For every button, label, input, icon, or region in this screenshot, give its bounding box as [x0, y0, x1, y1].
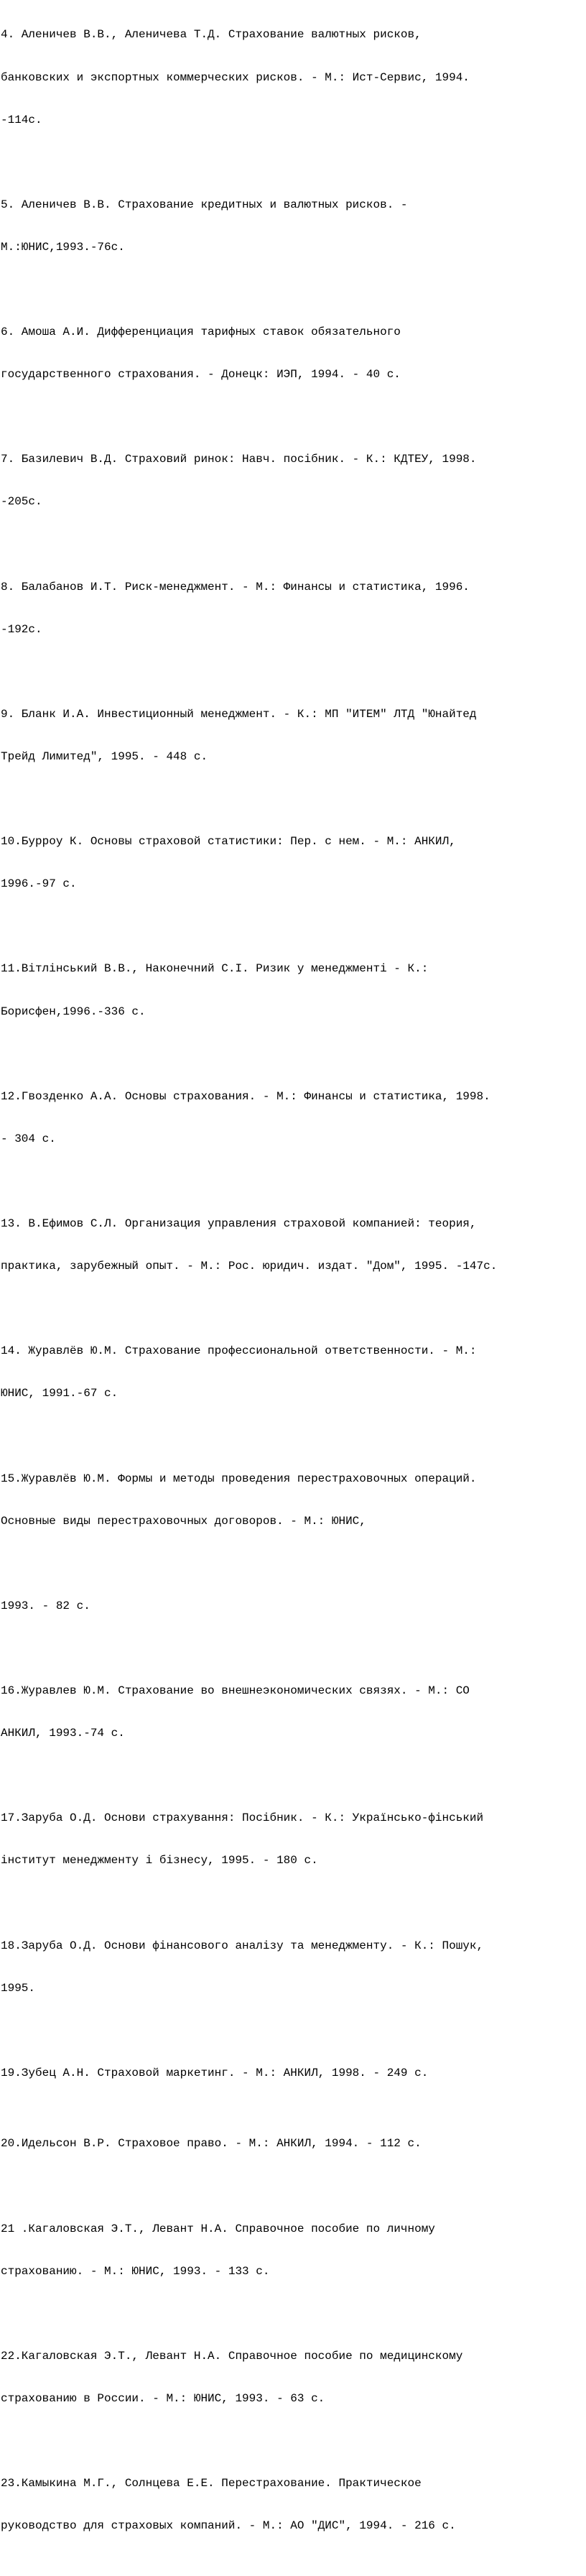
- entry-line: 18.Заруба О.Д. Основи фінансового аналізу та менеджменту. - К.: Пошук,: [1, 1939, 484, 1952]
- entry-line: -114с.: [1, 113, 42, 126]
- entry-line: 16.Журавлев Ю.М. Страхование во внешнеэкономических связях. - М.: СО: [1, 1684, 470, 1698]
- entry-line: 22.Кагаловская Э.Т., Левант Н.А. Справочное пособие по медицинскому: [1, 2349, 463, 2363]
- entry-line: 5. Аленичев В.В. Страхование кредитных и валютных рисков. -: [1, 198, 408, 211]
- entry-line: 20.Идельсон В.Р. Страховое право. - М.: АНКИЛ, 1994. - 112 с.: [1, 2137, 422, 2151]
- entry-line: АНКИЛ, 1993.-74 с.: [1, 1727, 125, 1740]
- entry-line: 15.Журавлёв Ю.М. Формы и методы проведения перестраховочных операций.: [1, 1472, 477, 1485]
- entry-line: практика, зарубежный опыт. - М.: Рос. юридич. издат. "Дом", 1995. -147с.: [1, 1260, 498, 1273]
- entry-line: М.:ЮНИС,1993.-76с.: [1, 240, 125, 254]
- reference-entry-19: [1, 2039, 584, 2110]
- entry-line: банковских и экспортных коммерческих рисков. - М.: Ист-Сервис, 1994.: [1, 70, 470, 84]
- entry-line: 4. Аленичев В.В., Аленичева Т.Д. Страхование валютных рисков,: [1, 28, 422, 42]
- entry-line: Основные виды перестраховочных договоров. - М.: ЮНИС,: [1, 1514, 366, 1528]
- reference-entry-6: [1, 297, 584, 411]
- reference-entry-23: [1, 2449, 584, 2562]
- entry-line: -205с.: [1, 495, 42, 509]
- entry-line: 6. Амоша А.И. Дифференциация тарифных ставок обязательного: [1, 326, 401, 339]
- entry-line: - 304 с.: [1, 1132, 56, 1145]
- entry-line: 10.Бурроу К. Основы страховой статистики: Пер. с нем. - М.: АНКИЛ,: [1, 835, 456, 849]
- reference-entry-15-continuation: [1, 1571, 584, 1642]
- reference-entry-4: [1, 0, 584, 156]
- entry-line: ЮНИС, 1991.-67 с.: [1, 1387, 118, 1400]
- reference-entry-11: [1, 934, 584, 1048]
- reference-entry-10: [1, 807, 584, 920]
- reference-list: [1, 0, 584, 2576]
- reference-entry-7: [1, 425, 584, 538]
- reference-entry-16: [1, 1656, 584, 1770]
- entry-line: 8. Балабанов И.Т. Риск-менеджмент. - М.: Финансы и статистика, 1996.: [1, 580, 470, 594]
- entry-line: руководство для страховых компаний. - М.: АО "ДИС", 1994. - 216 с.: [1, 2519, 456, 2533]
- reference-entry-12: [1, 1061, 584, 1175]
- entry-line: 9. Бланк И.А. Инвестиционный менеджмент. - К.: МП "ИТЕМ" ЛТД "Юнайтед: [1, 707, 477, 721]
- entry-line: 11.Вітлінський В.В., Наконечний С.І. Ризик у менеджменті - К.:: [1, 962, 429, 976]
- reference-entry-21: [1, 2194, 584, 2307]
- reference-entry-22: [1, 2321, 584, 2434]
- reference-entry-20: [1, 2109, 584, 2180]
- entry-line: Трейд Лимитед", 1995. - 448 с.: [1, 750, 208, 763]
- reference-entry-13: [1, 1189, 584, 1303]
- reference-entry-9: [1, 680, 584, 793]
- entry-line: государственного страхования. - Донецк: ИЭП, 1994. - 40 с.: [1, 368, 401, 382]
- entry-line: 19.Зубец А.Н. Страховой маркетинг. - М.: АНКИЛ, 1998. - 249 с.: [1, 2066, 429, 2079]
- entry-line: 17.Заруба О.Д. Основи страхування: Посібник. - К.: Українсько-фінський: [1, 1811, 484, 1825]
- entry-line: 23.Камыкина М.Г., Солнцева Е.Е. Перестрахование. Практическое: [1, 2477, 422, 2490]
- entry-line: 13. В.Ефимов С.Л. Организация управления страховой компанией: теория,: [1, 1217, 477, 1231]
- entry-line: 14. Журавлёв Ю.М. Страхование профессиональной ответственности. - М.:: [1, 1344, 477, 1358]
- entry-line: 12.Гвозденко А.А. Основы страхования. - М.: Финансы и статистика, 1998.: [1, 1089, 490, 1103]
- entry-line: інститут менеджменту і бізнесу, 1995. - 180 с.: [1, 1854, 318, 1868]
- reference-entry-17: [1, 1783, 584, 1897]
- reference-entry-5: [1, 170, 584, 283]
- entry-line: 1993. - 82 с.: [1, 1599, 90, 1612]
- entry-line: страхованию в России. - М.: ЮНИС, 1993. - 63 с.: [1, 2391, 325, 2405]
- reference-entry-8: [1, 552, 584, 665]
- reference-entry-18: [1, 1911, 584, 2024]
- entry-line: Борисфен,1996.-336 с.: [1, 1005, 146, 1018]
- reference-entry-15: [1, 1444, 584, 1557]
- entry-line: 1996.-97 с.: [1, 877, 77, 891]
- entry-line: 7. Базилевич В.Д. Страховий ринок: Навч. посібник. - К.: КДТЕУ, 1998.: [1, 453, 477, 466]
- entry-line: -192с.: [1, 622, 42, 636]
- reference-entry-14: [1, 1316, 584, 1430]
- entry-line: страхованию. - М.: ЮНИС, 1993. - 133 с.: [1, 2264, 270, 2278]
- entry-line: 1995.: [1, 1981, 36, 1995]
- entry-line: 21 .Кагаловская Э.Т., Левант Н.А. Справочное пособие по личному: [1, 2222, 435, 2235]
